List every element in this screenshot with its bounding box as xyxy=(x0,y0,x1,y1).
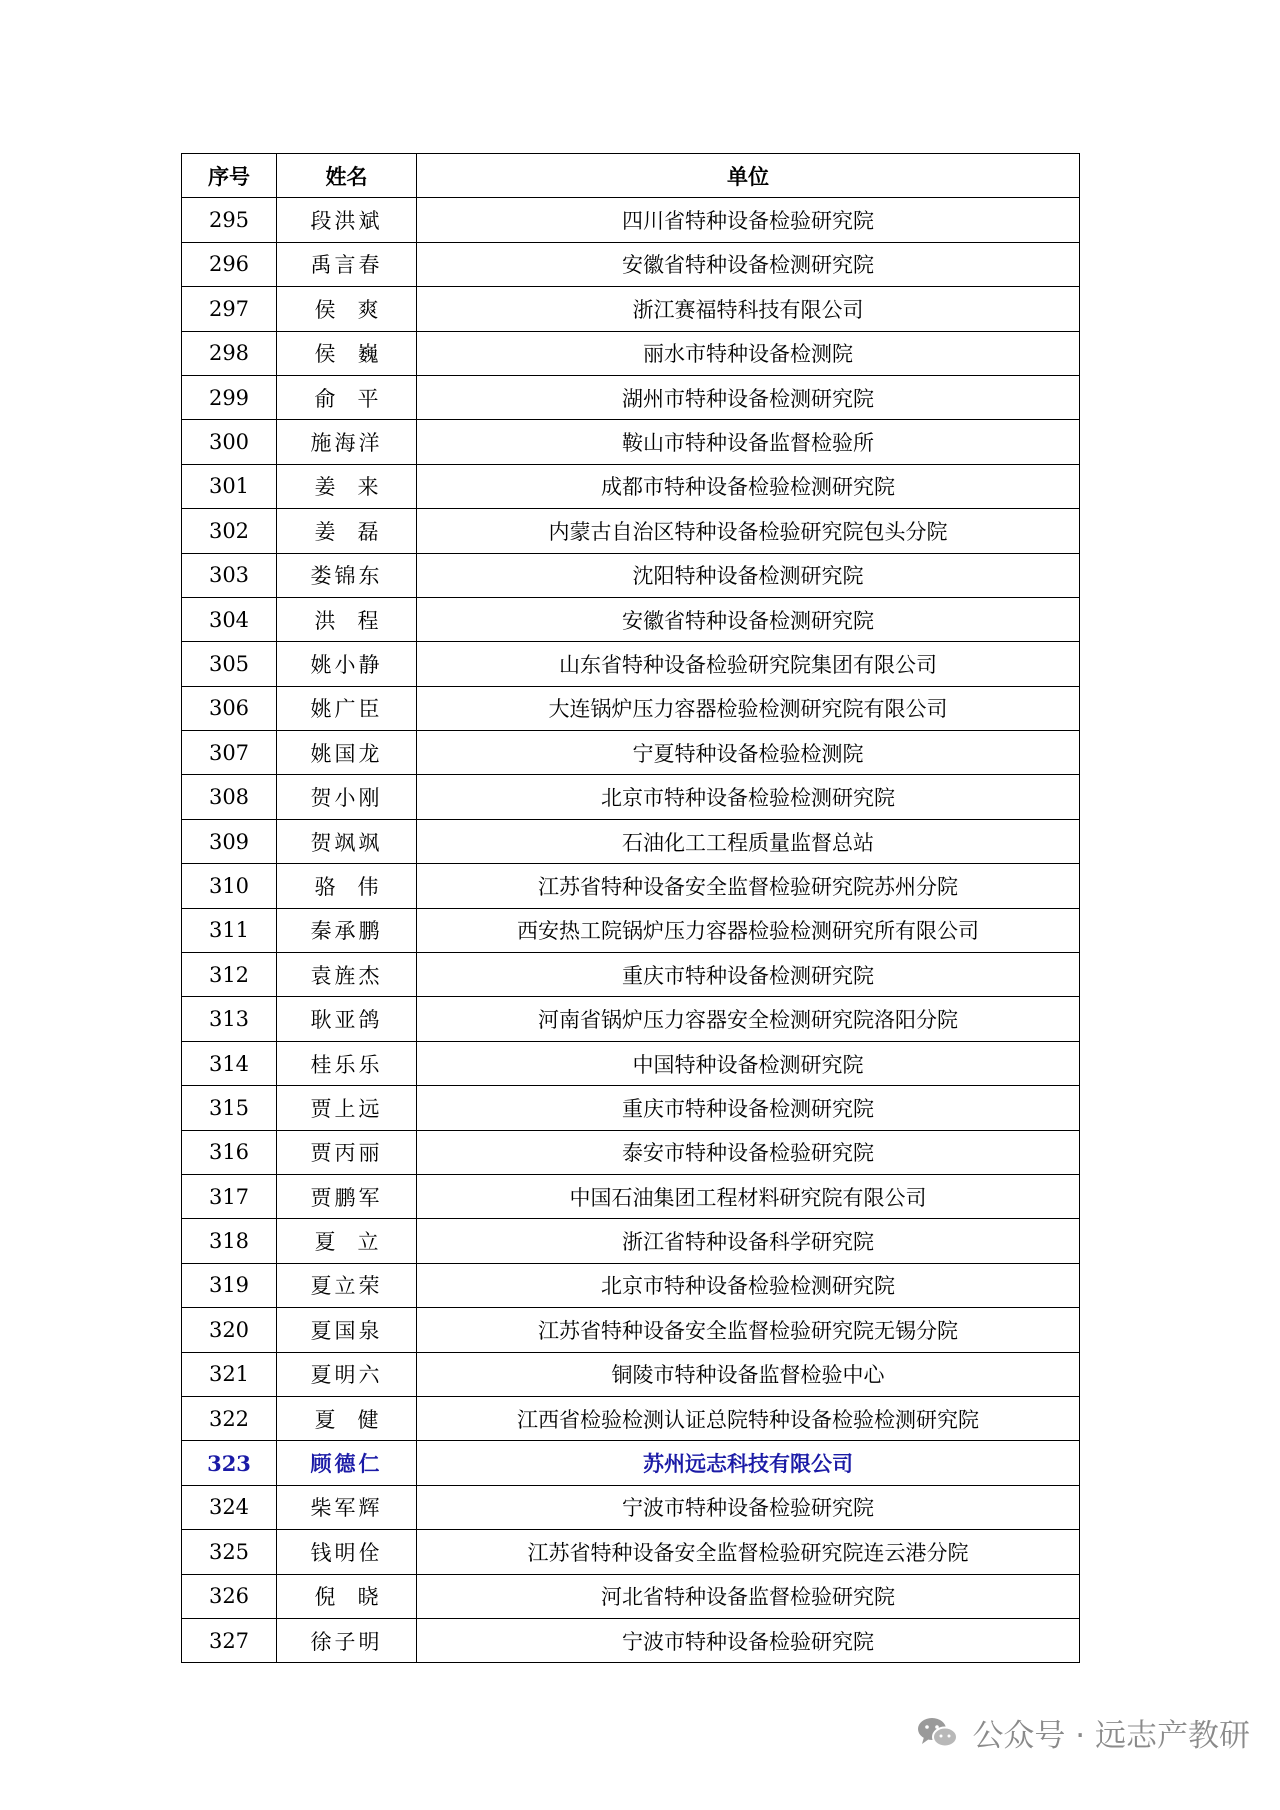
roster-table xyxy=(181,153,1080,1663)
row-unit: 四川省特种设备检验研究院 xyxy=(417,198,1080,242)
table-row xyxy=(182,642,1080,686)
row-no: 320 xyxy=(182,1308,277,1352)
row-name: 夏健 xyxy=(277,1396,417,1440)
table-row xyxy=(182,420,1080,464)
row-name: 贾鹏军 xyxy=(277,1174,417,1218)
table-row xyxy=(182,1174,1080,1218)
row-unit: 铜陵市特种设备监督检验中心 xyxy=(417,1352,1080,1396)
row-unit: 宁夏特种设备检验检测院 xyxy=(417,731,1080,775)
row-name: 顾德仁 xyxy=(277,1441,417,1485)
row-no: 314 xyxy=(182,1041,277,1085)
row-name: 倪晓 xyxy=(277,1574,417,1618)
table-row xyxy=(182,1352,1080,1396)
row-no: 301 xyxy=(182,464,277,508)
watermark xyxy=(916,1710,1250,1755)
row-name: 骆伟 xyxy=(277,864,417,908)
wechat-icon xyxy=(916,1715,960,1751)
row-no: 324 xyxy=(182,1485,277,1529)
row-name: 娄锦东 xyxy=(277,553,417,597)
row-no: 318 xyxy=(182,1219,277,1263)
table-row xyxy=(182,775,1080,819)
table-row xyxy=(182,686,1080,730)
table-row xyxy=(182,953,1080,997)
row-no: 326 xyxy=(182,1574,277,1618)
row-name: 夏立荣 xyxy=(277,1263,417,1307)
row-name: 夏明六 xyxy=(277,1352,417,1396)
row-unit: 江苏省特种设备安全监督检验研究院苏州分院 xyxy=(417,864,1080,908)
table-row xyxy=(182,1574,1080,1618)
header-name: 姓名 xyxy=(277,154,417,198)
row-name: 秦承鹏 xyxy=(277,908,417,952)
table-row xyxy=(182,908,1080,952)
row-unit: 宁波市特种设备检验研究院 xyxy=(417,1618,1080,1662)
table-row xyxy=(182,1086,1080,1130)
row-no: 300 xyxy=(182,420,277,464)
row-name: 贾上远 xyxy=(277,1086,417,1130)
table-row xyxy=(182,864,1080,908)
row-name: 袁旌杰 xyxy=(277,953,417,997)
row-name: 贺小刚 xyxy=(277,775,417,819)
row-unit: 浙江赛福特科技有限公司 xyxy=(417,287,1080,331)
table-row xyxy=(182,1441,1080,1485)
row-unit: 丽水市特种设备检测院 xyxy=(417,331,1080,375)
row-name: 姜来 xyxy=(277,464,417,508)
table-row xyxy=(182,198,1080,242)
table-row xyxy=(182,464,1080,508)
header-no: 序号 xyxy=(182,154,277,198)
row-name: 姚小静 xyxy=(277,642,417,686)
row-no: 323 xyxy=(182,1441,277,1485)
row-unit: 安徽省特种设备检测研究院 xyxy=(417,242,1080,286)
row-no: 311 xyxy=(182,908,277,952)
row-name: 姚广臣 xyxy=(277,686,417,730)
table-row xyxy=(182,553,1080,597)
row-unit: 北京市特种设备检验检测研究院 xyxy=(417,775,1080,819)
row-unit: 大连锅炉压力容器检验检测研究院有限公司 xyxy=(417,686,1080,730)
row-unit: 石油化工工程质量监督总站 xyxy=(417,819,1080,863)
table-row xyxy=(182,1308,1080,1352)
row-no: 298 xyxy=(182,331,277,375)
row-no: 295 xyxy=(182,198,277,242)
row-unit: 中国石油集团工程材料研究院有限公司 xyxy=(417,1174,1080,1218)
row-name: 姚国龙 xyxy=(277,731,417,775)
table-row xyxy=(182,331,1080,375)
row-unit: 江苏省特种设备安全监督检验研究院无锡分院 xyxy=(417,1308,1080,1352)
row-name: 段洪斌 xyxy=(277,198,417,242)
row-unit: 湖州市特种设备检测研究院 xyxy=(417,375,1080,419)
table-row xyxy=(182,375,1080,419)
row-unit: 鞍山市特种设备监督检验所 xyxy=(417,420,1080,464)
row-no: 321 xyxy=(182,1352,277,1396)
row-name: 桂乐乐 xyxy=(277,1041,417,1085)
row-unit: 西安热工院锅炉压力容器检验检测研究所有限公司 xyxy=(417,908,1080,952)
row-unit: 内蒙古自治区特种设备检验研究院包头分院 xyxy=(417,509,1080,553)
row-unit: 苏州远志科技有限公司 xyxy=(417,1441,1080,1485)
row-no: 297 xyxy=(182,287,277,331)
row-unit: 江苏省特种设备安全监督检验研究院连云港分院 xyxy=(417,1530,1080,1574)
row-no: 313 xyxy=(182,997,277,1041)
row-no: 327 xyxy=(182,1618,277,1662)
row-name: 施海洋 xyxy=(277,420,417,464)
row-no: 306 xyxy=(182,686,277,730)
row-no: 310 xyxy=(182,864,277,908)
row-name: 夏国泉 xyxy=(277,1308,417,1352)
row-name: 俞平 xyxy=(277,375,417,419)
row-no: 307 xyxy=(182,731,277,775)
row-no: 316 xyxy=(182,1130,277,1174)
table-row xyxy=(182,1618,1080,1662)
table-row xyxy=(182,731,1080,775)
row-name: 禹言春 xyxy=(277,242,417,286)
row-unit: 重庆市特种设备检测研究院 xyxy=(417,1086,1080,1130)
row-no: 303 xyxy=(182,553,277,597)
row-unit: 沈阳特种设备检测研究院 xyxy=(417,553,1080,597)
row-unit: 河南省锅炉压力容器安全检测研究院洛阳分院 xyxy=(417,997,1080,1041)
row-no: 325 xyxy=(182,1530,277,1574)
row-unit: 泰安市特种设备检验研究院 xyxy=(417,1130,1080,1174)
row-unit: 重庆市特种设备检测研究院 xyxy=(417,953,1080,997)
row-no: 322 xyxy=(182,1396,277,1440)
header-unit: 单位 xyxy=(417,154,1080,198)
row-no: 302 xyxy=(182,509,277,553)
row-no: 317 xyxy=(182,1174,277,1218)
table-row xyxy=(182,1263,1080,1307)
row-name: 贾丙丽 xyxy=(277,1130,417,1174)
table-row xyxy=(182,509,1080,553)
table-row xyxy=(182,819,1080,863)
table-row xyxy=(182,1530,1080,1574)
row-no: 299 xyxy=(182,375,277,419)
row-no: 304 xyxy=(182,597,277,641)
row-no: 309 xyxy=(182,819,277,863)
watermark-text: 公众号 · 远志产教研 xyxy=(972,1718,1250,1754)
row-unit: 成都市特种设备检验检测研究院 xyxy=(417,464,1080,508)
row-name: 侯爽 xyxy=(277,287,417,331)
table-header-row xyxy=(182,154,1080,198)
row-unit: 山东省特种设备检验研究院集团有限公司 xyxy=(417,642,1080,686)
table-row xyxy=(182,1485,1080,1529)
row-name: 耿亚鸽 xyxy=(277,997,417,1041)
row-unit: 安徽省特种设备检测研究院 xyxy=(417,597,1080,641)
row-no: 319 xyxy=(182,1263,277,1307)
table-row xyxy=(182,1041,1080,1085)
table-row xyxy=(182,242,1080,286)
table-row xyxy=(182,997,1080,1041)
row-no: 296 xyxy=(182,242,277,286)
table-row xyxy=(182,287,1080,331)
row-name: 徐子明 xyxy=(277,1618,417,1662)
row-unit: 中国特种设备检测研究院 xyxy=(417,1041,1080,1085)
row-unit: 浙江省特种设备科学研究院 xyxy=(417,1219,1080,1263)
row-no: 308 xyxy=(182,775,277,819)
row-name: 洪程 xyxy=(277,597,417,641)
row-no: 305 xyxy=(182,642,277,686)
row-name: 姜磊 xyxy=(277,509,417,553)
row-unit: 北京市特种设备检验检测研究院 xyxy=(417,1263,1080,1307)
row-no: 312 xyxy=(182,953,277,997)
table-row xyxy=(182,597,1080,641)
row-unit: 河北省特种设备监督检验研究院 xyxy=(417,1574,1080,1618)
row-unit: 江西省检验检测认证总院特种设备检验检测研究院 xyxy=(417,1396,1080,1440)
row-name: 贺飒飒 xyxy=(277,819,417,863)
row-name: 柴军辉 xyxy=(277,1485,417,1529)
table-row xyxy=(182,1396,1080,1440)
table-row xyxy=(182,1130,1080,1174)
row-unit: 宁波市特种设备检验研究院 xyxy=(417,1485,1080,1529)
row-name: 侯巍 xyxy=(277,331,417,375)
row-name: 钱明佺 xyxy=(277,1530,417,1574)
table-row xyxy=(182,1219,1080,1263)
row-name: 夏立 xyxy=(277,1219,417,1263)
row-no: 315 xyxy=(182,1086,277,1130)
